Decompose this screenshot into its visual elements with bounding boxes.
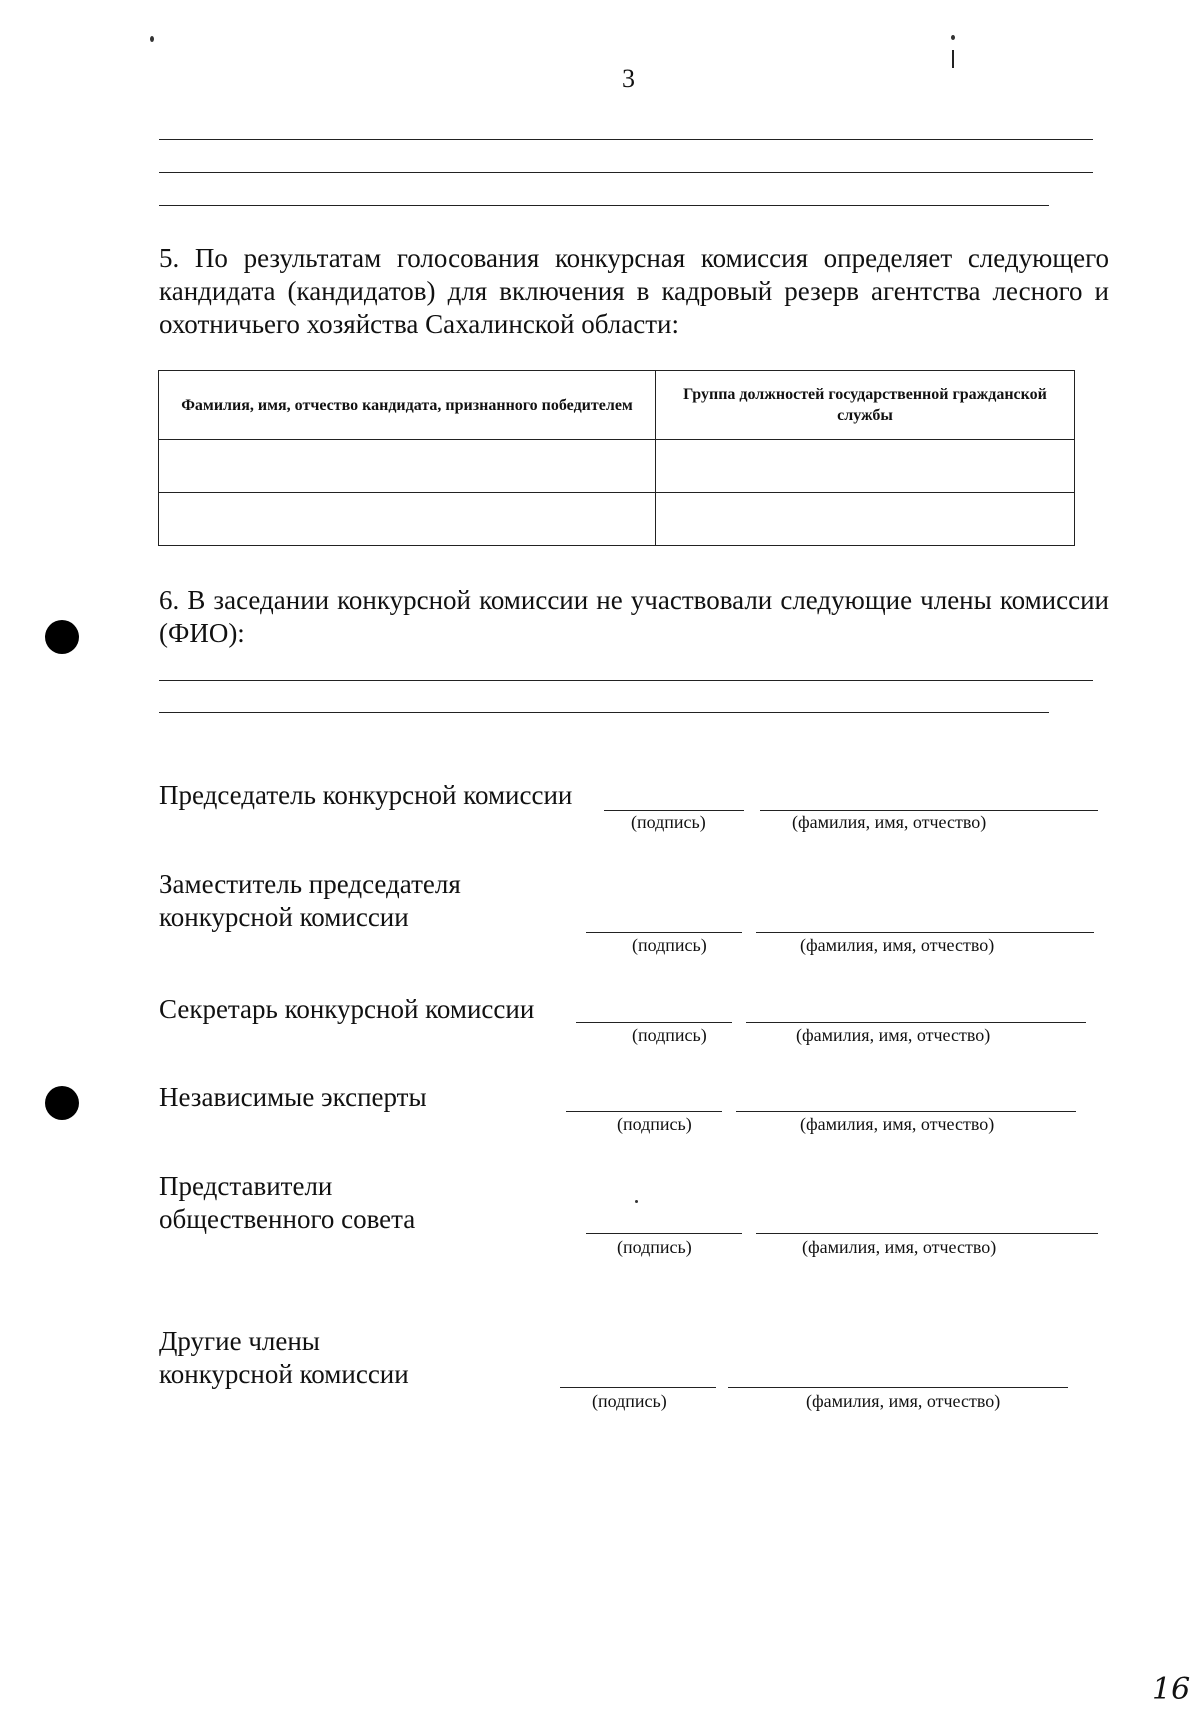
signature-caption: (подпись) [592,1391,667,1411]
blank-line [159,139,1093,140]
chairman-name-line [760,810,1098,811]
other-members-label: Другие члены конкурсной комиссии [159,1326,409,1389]
chairman-label: Председатель конкурсной комиссии [159,780,573,810]
winners-table [158,370,1075,546]
blank-line [159,680,1093,681]
signature-caption: (подпись) [632,1025,707,1045]
section-5-text: 5. По результатам голосования конкурсная комиссия определяет следующего кандидата (кандидатов) для включения в кадровый резерв агентства лесного и охотничьего хозяйства Сахалинской области: [159,243,1109,339]
scan-speck [635,1200,638,1203]
chairman-signature-line [604,810,744,811]
other-name-line [728,1387,1068,1388]
name-caption: (фамилия, имя, отчество) [802,1237,997,1257]
section-6-text: 6. В заседании конкурсной комиссии не участвовали следующие члены комиссии (ФИО): [159,585,1109,648]
handwritten-sheet-number: 16 [1152,1672,1191,1707]
deputy-name-line [756,932,1094,933]
signature-caption: (подпись) [632,935,707,955]
deputy-chairman-label: Заместитель председателя конкурсной комиссии [159,869,461,932]
hole-punch-mark [45,1086,79,1120]
secretary-signature-line [576,1022,732,1023]
scan-speck [951,35,955,40]
public-council-label: Представители общественного совета [159,1171,416,1234]
blank-line [159,172,1093,173]
deputy-signature-line [586,932,742,933]
other-signature-line [560,1387,716,1388]
table-cell [159,440,656,493]
experts-signature-line [566,1111,722,1112]
secretary-name-line [746,1022,1086,1023]
column-header-candidate: Фамилия, имя, отчество кандидата, признанного победителем [159,371,656,440]
signature-caption: (подпись) [617,1237,692,1257]
name-caption: (фамилия, имя, отчество) [792,812,987,832]
table-cell [656,440,1075,493]
independent-experts-label: Независимые эксперты [159,1082,427,1112]
hole-punch-mark [45,620,79,654]
table-cell [159,493,656,546]
table-row [159,493,1075,546]
secretary-label: Секретарь конкурсной комиссии [159,994,535,1024]
name-caption: (фамилия, имя, отчество) [806,1391,1001,1411]
table-header-row [159,371,1075,440]
table-cell [656,493,1075,546]
blank-line [159,712,1049,713]
name-caption: (фамилия, имя, отчество) [800,935,995,955]
name-caption: (фамилия, имя, отчество) [796,1025,991,1045]
name-caption: (фамилия, имя, отчество) [800,1114,995,1134]
scan-speck [150,36,154,42]
table-row [159,440,1075,493]
council-signature-line [586,1233,742,1234]
page-number: 3 [622,64,635,93]
experts-name-line [736,1111,1076,1112]
council-name-line [756,1233,1098,1234]
column-header-position-group: Группа должностей государственной гражданской службы [656,371,1075,440]
signature-caption: (подпись) [617,1114,692,1134]
blank-line [159,205,1049,206]
signature-caption: (подпись) [631,812,706,832]
scan-mark [952,50,954,68]
